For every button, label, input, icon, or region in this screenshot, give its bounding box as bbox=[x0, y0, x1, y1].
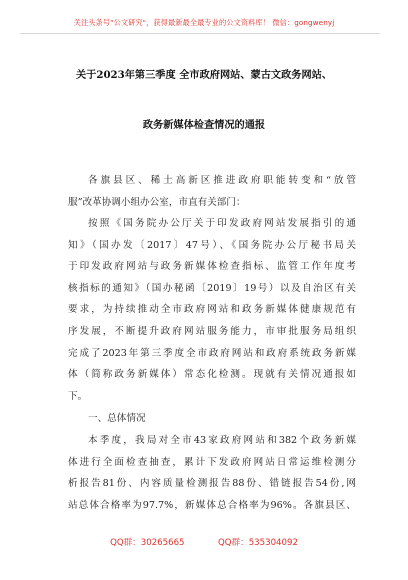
qq-group-2: QQ群：535304092 bbox=[218, 538, 298, 548]
document-title-line-2: 政务新媒体检查情况的通报 bbox=[142, 119, 266, 131]
addressee-paragraph bbox=[68, 170, 356, 213]
footer-contact bbox=[0, 536, 408, 548]
body-line: 于印发政府网站与政务新媒体检查指标、监管工作年度考 bbox=[68, 261, 356, 273]
addressee-line: 服”改革协调小组办公室，市直有关部门： bbox=[68, 196, 246, 208]
body-paragraph bbox=[68, 213, 356, 407]
section-1-heading: 一、总体情况 bbox=[88, 413, 146, 424]
body-line: 核指标的通知》（国办秘函〔2019〕19号）以及自治区有关 bbox=[68, 282, 356, 294]
body-line: 序发展，不断提升政府网站服务能力，市审批服务局组织 bbox=[68, 325, 356, 337]
header-divider bbox=[20, 33, 380, 34]
document-title-line-1: 关于2023年第三季度 全市政府网站、蒙古文政务网站、 bbox=[75, 69, 333, 81]
body-line: 知》（国办发〔2017〕47号）、《国务院办公厅秘书局关 bbox=[68, 239, 356, 251]
section-1-line: 站总体合格率为97.7%，新媒体总合格率为96%。各旗县区、 bbox=[68, 499, 356, 511]
body-line: 下。 bbox=[68, 390, 88, 402]
section-1-line: 体进行全面检查抽查，累计下发政府网站日常运维检测分 bbox=[68, 456, 356, 468]
body-line: 要求，为持续推动全市政府网站和政务新媒体健康规范有 bbox=[68, 304, 356, 316]
section-heading bbox=[68, 408, 356, 430]
section-1-line: 本季度，我局对全市43家政府网站和382个政务新媒 bbox=[88, 435, 356, 446]
section-1-paragraph bbox=[68, 430, 356, 516]
body-line: 完成了2023年第三季度全市政府网站和政府系统政务新媒 bbox=[68, 347, 356, 359]
body-line: 按照《国务院办公厅关于印发政府网站发展指引的通 bbox=[88, 218, 356, 229]
qq-group-1: QQ群：30265665 bbox=[110, 538, 185, 548]
section-1-line: 析报告81份、内容质量检测报告88份、错链报告54份,网 bbox=[68, 478, 356, 490]
body-line: 体（简称政务新媒体）常态化检测。现就有关情况通报如 bbox=[68, 369, 356, 381]
header-banner: 关注头条号"公文研究"，获得最新最全最专业的公文资料库！ 微信：gongwenyj bbox=[73, 18, 335, 27]
addressee-line: 各旗县区、稀土高新区推进政府职能转变和“放管 bbox=[88, 175, 356, 186]
